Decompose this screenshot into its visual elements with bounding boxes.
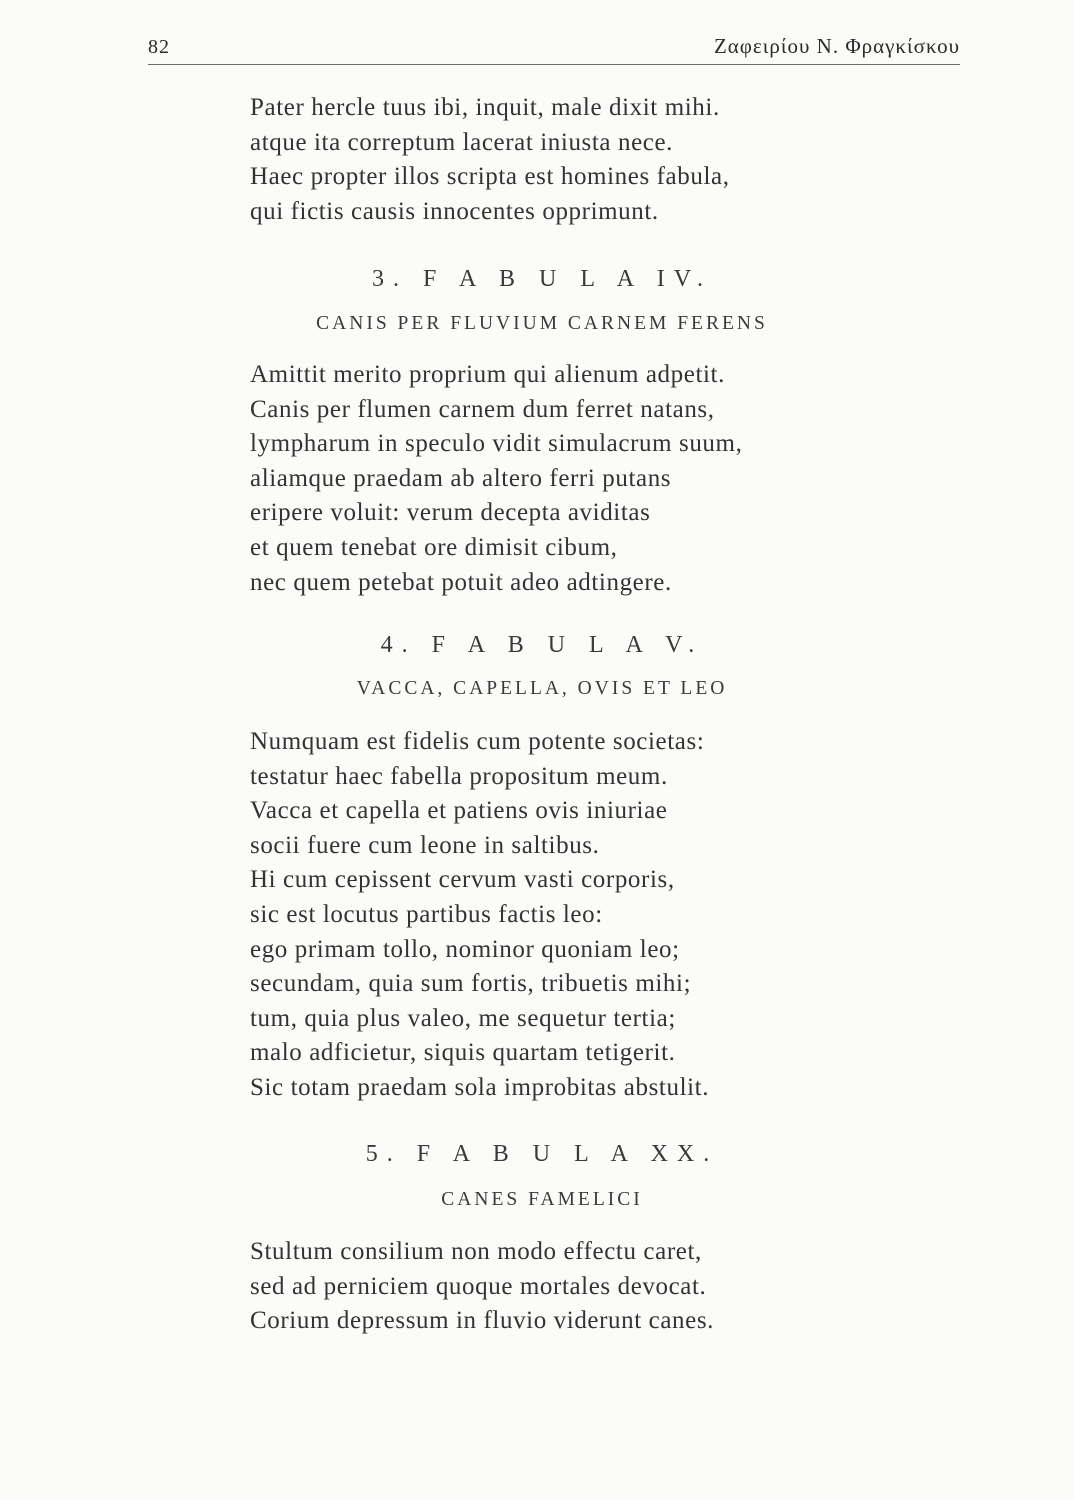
author-name: Ζαφειρίου Ν. Φραγκίσκου: [713, 34, 960, 58]
verse-line: Hi cum cepissent cervum vasti corporis,: [250, 866, 675, 894]
fable20-text: [250, 1235, 870, 1339]
verse-line: secundam, quia sum fortis, tribuetis mihi;: [250, 970, 692, 998]
fable-heading: 4. F A B U L A V.: [380, 632, 704, 658]
verse-line: ego primam tollo, nominor quoniam leo;: [250, 935, 680, 963]
verse-line: sic est locutus partibus factis leo:: [250, 900, 603, 928]
verse-line: tum, quia plus valeo, me sequetur tertia;: [250, 1004, 676, 1032]
verse-line: Vacca et capella et patiens ovis iniuriae: [250, 797, 668, 825]
fable-subtitle: VACCA, CAPELLA, OVIS ET LEO: [356, 678, 728, 699]
verse-line: lympharum in speculo vidit simulacrum suum,: [250, 430, 743, 458]
verse-line: Numquam est fidelis cum potente societas:: [250, 728, 705, 755]
fable-subtitle: CANES FAMELICI: [441, 1189, 643, 1210]
verse-line: Sic totam praedam sola improbitas abstulit.: [250, 1073, 710, 1101]
fable5-text: [250, 725, 870, 1106]
verse-line: aliamque praedam ab altero ferri putans: [250, 464, 672, 492]
verse-line: Stultum consilium non modo effectu caret,: [250, 1238, 702, 1265]
fable-heading: 5. F A B U L A XX.: [365, 1141, 719, 1167]
verse-line: Amittit merito proprium qui alienum adpetit.: [250, 361, 725, 388]
running-header: [148, 34, 960, 65]
verse-line: Corium depressum in fluvio viderunt canes.: [250, 1307, 715, 1335]
verse-line: qui fictis causis innocentes opprimunt.: [250, 197, 659, 225]
verse-line: et quem tenebat ore dimisit cibum,: [250, 533, 618, 561]
verse-line: socii fuere cum leone in saltibus.: [250, 831, 600, 859]
fable3-tail-text: [250, 91, 870, 229]
verse-line: eripere voluit: verum decepta aviditas: [250, 499, 651, 527]
verse-line: atque ita correptum lacerat iniusta nece.: [250, 128, 674, 156]
fable4-text: [250, 358, 870, 600]
verse-line: testatur haec fabella propositum meum.: [250, 762, 668, 790]
fable-heading: 3. F A B U L A IV.: [371, 266, 713, 292]
page-number: 82: [148, 36, 170, 58]
verse-line: malo adficietur, siquis quartam tetigerit.: [250, 1039, 676, 1067]
fable-subtitle: CANIS PER FLUVIUM CARNEM FERENS: [316, 313, 768, 334]
verse-line: sed ad perniciem quoque mortales devocat.: [250, 1272, 707, 1300]
verse-line: Canis per flumen carnem dum ferret natans,: [250, 395, 715, 423]
verse-line: Haec propter illos scripta est homines fabula,: [250, 163, 730, 191]
verse-line: Pater hercle tuus ibi, inquit, male dixit mihi.: [250, 94, 720, 121]
verse-line: nec quem petebat potuit adeo adtingere.: [250, 568, 672, 596]
